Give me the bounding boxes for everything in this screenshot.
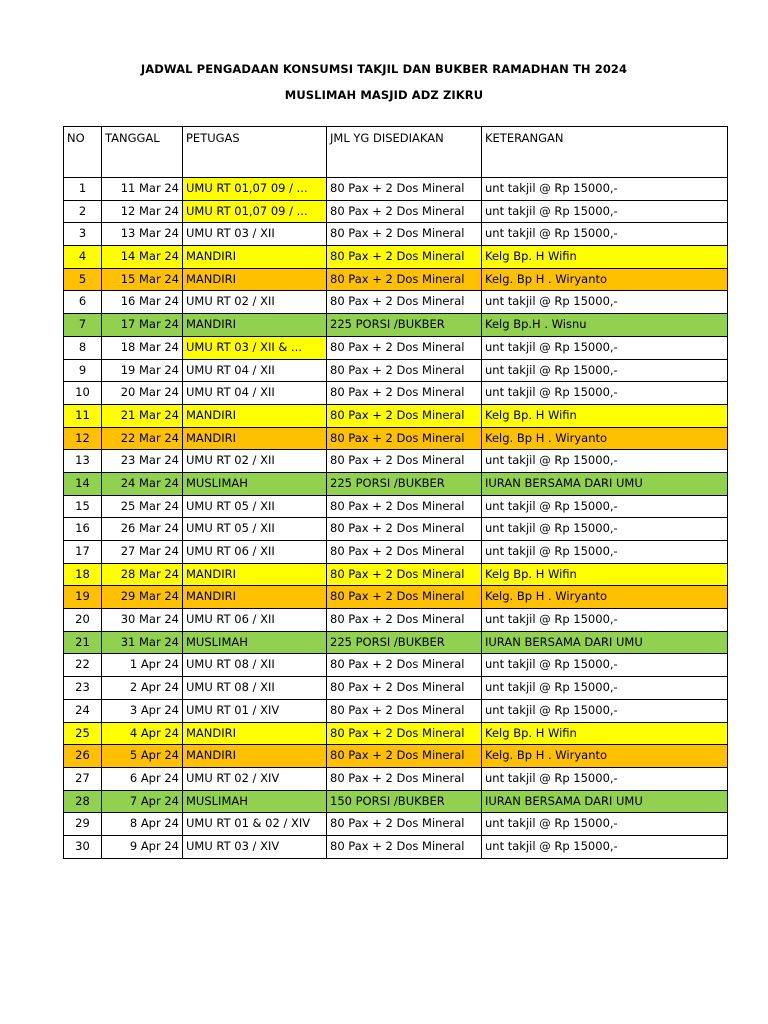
table-row	[64, 563, 728, 586]
cell-petugas: UMU RT 04 / XII	[183, 382, 327, 405]
cell-tanggal: 4 Apr 24	[102, 722, 183, 745]
cell-no: 16	[64, 518, 102, 541]
schedule-table	[63, 126, 728, 859]
cell-petugas: UMU RT 01 & 02 / XIV	[183, 813, 327, 836]
cell-no: 19	[64, 586, 102, 609]
cell-no: 4	[64, 246, 102, 269]
cell-keterangan: unt takjil @ Rp 15000,-	[482, 518, 728, 541]
cell-no: 17	[64, 541, 102, 564]
cell-tanggal: 13 Mar 24	[102, 223, 183, 246]
cell-keterangan: unt takjil @ Rp 15000,-	[482, 291, 728, 314]
cell-jml: 80 Pax + 2 Dos Mineral	[327, 699, 482, 722]
cell-petugas: MANDIRI	[183, 314, 327, 337]
cell-keterangan: Kelg. Bp H . Wiryanto	[482, 268, 728, 291]
cell-keterangan: Kelg Bp. H Wifin	[482, 722, 728, 745]
cell-keterangan: Kelg. Bp H . Wiryanto	[482, 745, 728, 768]
cell-petugas: MANDIRI	[183, 246, 327, 269]
table-row	[64, 586, 728, 609]
cell-tanggal: 7 Apr 24	[102, 790, 183, 813]
cell-tanggal: 14 Mar 24	[102, 246, 183, 269]
cell-petugas: UMU RT 05 / XII	[183, 518, 327, 541]
table-row	[64, 813, 728, 836]
table-row	[64, 427, 728, 450]
cell-keterangan: unt takjil @ Rp 15000,-	[482, 813, 728, 836]
cell-jml: 80 Pax + 2 Dos Mineral	[327, 404, 482, 427]
cell-tanggal: 22 Mar 24	[102, 427, 183, 450]
table-row	[64, 722, 728, 745]
cell-jml: 80 Pax + 2 Dos Mineral	[327, 382, 482, 405]
table-row	[64, 609, 728, 632]
cell-jml: 80 Pax + 2 Dos Mineral	[327, 359, 482, 382]
cell-jml: 80 Pax + 2 Dos Mineral	[327, 246, 482, 269]
cell-keterangan: unt takjil @ Rp 15000,-	[482, 495, 728, 518]
table-row	[64, 404, 728, 427]
cell-tanggal: 24 Mar 24	[102, 472, 183, 495]
table-row	[64, 767, 728, 790]
cell-tanggal: 29 Mar 24	[102, 586, 183, 609]
cell-no: 20	[64, 609, 102, 632]
table-row	[64, 745, 728, 768]
cell-jml: 80 Pax + 2 Dos Mineral	[327, 178, 482, 201]
cell-jml: 80 Pax + 2 Dos Mineral	[327, 722, 482, 745]
cell-petugas: UMU RT 03 / XIV	[183, 835, 327, 858]
table-row	[64, 382, 728, 405]
cell-jml: 80 Pax + 2 Dos Mineral	[327, 609, 482, 632]
cell-jml: 80 Pax + 2 Dos Mineral	[327, 495, 482, 518]
cell-no: 13	[64, 450, 102, 473]
cell-no: 9	[64, 359, 102, 382]
cell-keterangan: unt takjil @ Rp 15000,-	[482, 178, 728, 201]
cell-jml: 80 Pax + 2 Dos Mineral	[327, 586, 482, 609]
cell-petugas: UMU RT 08 / XII	[183, 677, 327, 700]
column-header-keterangan: KETERANGAN	[482, 127, 728, 178]
cell-keterangan: unt takjil @ Rp 15000,-	[482, 541, 728, 564]
cell-tanggal: 19 Mar 24	[102, 359, 183, 382]
cell-keterangan: unt takjil @ Rp 15000,-	[482, 382, 728, 405]
cell-petugas: UMU RT 06 / XII	[183, 541, 327, 564]
cell-tanggal: 23 Mar 24	[102, 450, 183, 473]
cell-no: 3	[64, 223, 102, 246]
table-row	[64, 654, 728, 677]
table-row	[64, 835, 728, 858]
cell-jml: 80 Pax + 2 Dos Mineral	[327, 518, 482, 541]
table-body	[64, 178, 728, 859]
cell-tanggal: 6 Apr 24	[102, 767, 183, 790]
cell-petugas: UMU RT 01,07 09 / ...	[183, 178, 327, 201]
column-header-petugas: PETUGAS	[183, 127, 327, 178]
cell-tanggal: 15 Mar 24	[102, 268, 183, 291]
table-row	[64, 268, 728, 291]
cell-jml: 225 PORSI /BUKBER	[327, 314, 482, 337]
cell-tanggal: 31 Mar 24	[102, 631, 183, 654]
cell-tanggal: 8 Apr 24	[102, 813, 183, 836]
cell-keterangan: IURAN BERSAMA DARI UMU	[482, 631, 728, 654]
column-header-tanggal: TANGGAL	[102, 127, 183, 178]
table-row	[64, 246, 728, 269]
cell-tanggal: 21 Mar 24	[102, 404, 183, 427]
cell-petugas: MANDIRI	[183, 722, 327, 745]
cell-no: 15	[64, 495, 102, 518]
table-row	[64, 314, 728, 337]
cell-petugas: UMU RT 01,07 09 / ...	[183, 200, 327, 223]
cell-keterangan: unt takjil @ Rp 15000,-	[482, 654, 728, 677]
cell-keterangan: unt takjil @ Rp 15000,-	[482, 200, 728, 223]
table-row	[64, 699, 728, 722]
cell-keterangan: unt takjil @ Rp 15000,-	[482, 223, 728, 246]
cell-petugas: UMU RT 02 / XIV	[183, 767, 327, 790]
cell-keterangan: Kelg Bp. H Wifin	[482, 563, 728, 586]
cell-no: 18	[64, 563, 102, 586]
cell-petugas: MUSLIMAH	[183, 790, 327, 813]
cell-jml: 80 Pax + 2 Dos Mineral	[327, 450, 482, 473]
cell-keterangan: IURAN BERSAMA DARI UMU	[482, 790, 728, 813]
cell-keterangan: Kelg Bp.H . Wisnu	[482, 314, 728, 337]
cell-tanggal: 17 Mar 24	[102, 314, 183, 337]
cell-tanggal: 18 Mar 24	[102, 336, 183, 359]
cell-petugas: UMU RT 05 / XII	[183, 495, 327, 518]
cell-jml: 225 PORSI /BUKBER	[327, 631, 482, 654]
cell-jml: 80 Pax + 2 Dos Mineral	[327, 767, 482, 790]
cell-no: 28	[64, 790, 102, 813]
cell-keterangan: Kelg Bp. H Wifin	[482, 404, 728, 427]
cell-jml: 225 PORSI /BUKBER	[327, 472, 482, 495]
table-row	[64, 541, 728, 564]
cell-tanggal: 28 Mar 24	[102, 563, 183, 586]
cell-petugas: UMU RT 04 / XII	[183, 359, 327, 382]
cell-no: 30	[64, 835, 102, 858]
cell-keterangan: IURAN BERSAMA DARI UMU	[482, 472, 728, 495]
cell-petugas: MANDIRI	[183, 586, 327, 609]
cell-keterangan: Kelg. Bp H . Wiryanto	[482, 586, 728, 609]
cell-petugas: MANDIRI	[183, 745, 327, 768]
cell-jml: 80 Pax + 2 Dos Mineral	[327, 813, 482, 836]
cell-petugas: MANDIRI	[183, 404, 327, 427]
cell-jml: 80 Pax + 2 Dos Mineral	[327, 835, 482, 858]
cell-no: 12	[64, 427, 102, 450]
document-subtitle: MUSLIMAH MASJID ADZ ZIKRU	[284, 88, 484, 102]
cell-no: 29	[64, 813, 102, 836]
cell-no: 14	[64, 472, 102, 495]
cell-no: 1	[64, 178, 102, 201]
document-title: JADWAL PENGADAAN KONSUMSI TAKJIL DAN BUKBER RAMADHAN TH 2024	[140, 62, 628, 76]
cell-keterangan: unt takjil @ Rp 15000,-	[482, 699, 728, 722]
cell-no: 6	[64, 291, 102, 314]
cell-petugas: MANDIRI	[183, 427, 327, 450]
table-header-row	[64, 127, 728, 178]
cell-no: 27	[64, 767, 102, 790]
cell-tanggal: 20 Mar 24	[102, 382, 183, 405]
cell-jml: 80 Pax + 2 Dos Mineral	[327, 268, 482, 291]
table-row	[64, 631, 728, 654]
table-row	[64, 472, 728, 495]
cell-keterangan: unt takjil @ Rp 15000,-	[482, 336, 728, 359]
table-row	[64, 495, 728, 518]
cell-tanggal: 16 Mar 24	[102, 291, 183, 314]
column-header-no: NO	[64, 127, 102, 178]
table-row	[64, 178, 728, 201]
cell-tanggal: 2 Apr 24	[102, 677, 183, 700]
cell-tanggal: 25 Mar 24	[102, 495, 183, 518]
table-row	[64, 450, 728, 473]
cell-keterangan: unt takjil @ Rp 15000,-	[482, 767, 728, 790]
cell-petugas: UMU RT 06 / XII	[183, 609, 327, 632]
cell-tanggal: 1 Apr 24	[102, 654, 183, 677]
cell-jml: 80 Pax + 2 Dos Mineral	[327, 563, 482, 586]
table-row	[64, 336, 728, 359]
cell-tanggal: 30 Mar 24	[102, 609, 183, 632]
cell-petugas: UMU RT 02 / XII	[183, 291, 327, 314]
table-row	[64, 677, 728, 700]
cell-petugas: UMU RT 08 / XII	[183, 654, 327, 677]
column-header-jml: JML YG DISEDIAKAN	[327, 127, 482, 178]
cell-jml: 80 Pax + 2 Dos Mineral	[327, 336, 482, 359]
cell-no: 2	[64, 200, 102, 223]
cell-keterangan: Kelg. Bp H . Wiryanto	[482, 427, 728, 450]
cell-keterangan: unt takjil @ Rp 15000,-	[482, 677, 728, 700]
cell-no: 8	[64, 336, 102, 359]
cell-tanggal: 5 Apr 24	[102, 745, 183, 768]
cell-jml: 80 Pax + 2 Dos Mineral	[327, 745, 482, 768]
table-row	[64, 790, 728, 813]
cell-keterangan: unt takjil @ Rp 15000,-	[482, 359, 728, 382]
cell-no: 23	[64, 677, 102, 700]
cell-keterangan: unt takjil @ Rp 15000,-	[482, 835, 728, 858]
cell-tanggal: 26 Mar 24	[102, 518, 183, 541]
cell-tanggal: 9 Apr 24	[102, 835, 183, 858]
cell-jml: 80 Pax + 2 Dos Mineral	[327, 291, 482, 314]
cell-no: 7	[64, 314, 102, 337]
cell-jml: 80 Pax + 2 Dos Mineral	[327, 677, 482, 700]
table-row	[64, 200, 728, 223]
cell-no: 22	[64, 654, 102, 677]
cell-petugas: MANDIRI	[183, 268, 327, 291]
cell-keterangan: unt takjil @ Rp 15000,-	[482, 609, 728, 632]
cell-tanggal: 27 Mar 24	[102, 541, 183, 564]
table-row	[64, 291, 728, 314]
table-row	[64, 359, 728, 382]
cell-jml: 80 Pax + 2 Dos Mineral	[327, 541, 482, 564]
cell-no: 26	[64, 745, 102, 768]
cell-keterangan: Kelg Bp. H Wifin	[482, 246, 728, 269]
cell-jml: 80 Pax + 2 Dos Mineral	[327, 223, 482, 246]
cell-petugas: UMU RT 01 / XIV	[183, 699, 327, 722]
table-row	[64, 518, 728, 541]
cell-no: 5	[64, 268, 102, 291]
cell-tanggal: 11 Mar 24	[102, 178, 183, 201]
cell-no: 25	[64, 722, 102, 745]
cell-no: 21	[64, 631, 102, 654]
cell-petugas: UMU RT 03 / XII & ...	[183, 336, 327, 359]
cell-tanggal: 3 Apr 24	[102, 699, 183, 722]
cell-no: 10	[64, 382, 102, 405]
cell-no: 24	[64, 699, 102, 722]
table-row	[64, 223, 728, 246]
cell-jml: 80 Pax + 2 Dos Mineral	[327, 654, 482, 677]
cell-jml: 150 PORSI /BUKBER	[327, 790, 482, 813]
cell-jml: 80 Pax + 2 Dos Mineral	[327, 427, 482, 450]
cell-petugas: UMU RT 03 / XII	[183, 223, 327, 246]
cell-petugas: MUSLIMAH	[183, 472, 327, 495]
cell-tanggal: 12 Mar 24	[102, 200, 183, 223]
cell-jml: 80 Pax + 2 Dos Mineral	[327, 200, 482, 223]
cell-keterangan: unt takjil @ Rp 15000,-	[482, 450, 728, 473]
cell-petugas: UMU RT 02 / XII	[183, 450, 327, 473]
cell-no: 11	[64, 404, 102, 427]
cell-petugas: MUSLIMAH	[183, 631, 327, 654]
cell-petugas: MANDIRI	[183, 563, 327, 586]
